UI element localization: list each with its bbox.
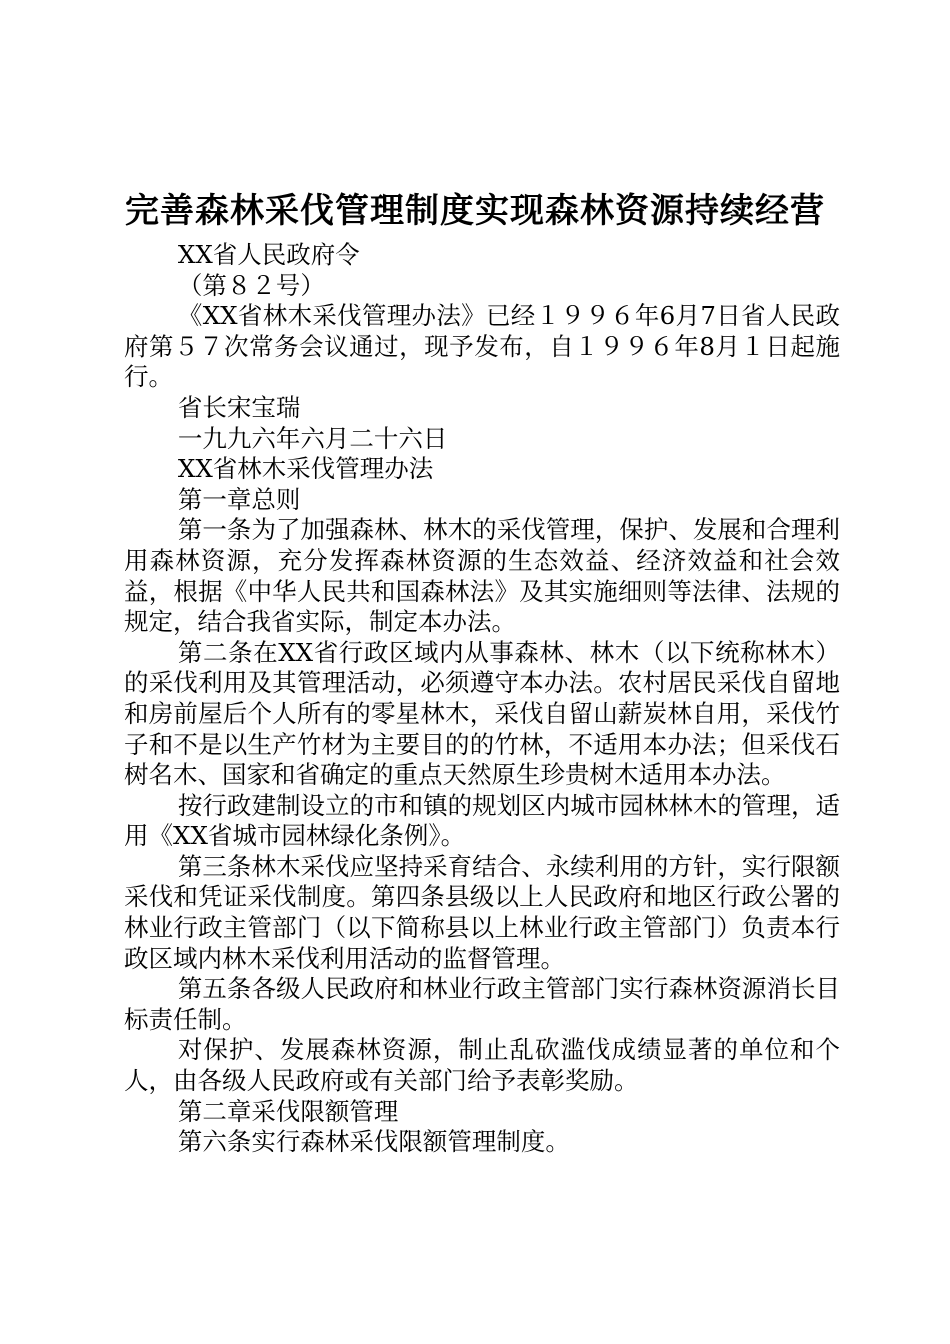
paragraph-article-5: 第五条各级人民政府和林业行政主管部门实行森林资源消长目标责任制。 — [124, 974, 840, 1034]
paragraph-article-6: 第六条实行森林采伐限额管理制度。 — [177, 1127, 570, 1157]
paragraph-urban-forest: 按行政建制设立的市和镇的规划区内城市园林林木的管理，适用《XX省城市园林绿化条例》。 — [124, 790, 840, 851]
paragraph-decree-number: （第８２号） — [177, 270, 325, 300]
paragraph-article-3-4: 第三条林木采伐应坚持采育结合、永续利用的方针，实行限额采伐和凭证采伐制度。第四条县级以上人民政府和地区行政公署的林业行政主管部门（以下简称县以上林业行政主管部门）负责本行政区域内林木采伐利用活动的监督管理。 — [124, 851, 840, 973]
paragraph-article-1: 第一条为了加强森林、林木的采伐管理，保护、发展和合理利用森林资源，充分发挥森林资源的生态效益、经济效益和社会效益，根据《中华人民共和国森林法》及其实施细则等法律、法规的规定，结合我省实际，制定本办法。 — [124, 515, 840, 637]
paragraph-regulation-title: XX省林木采伐管理办法 — [177, 454, 434, 484]
paragraph-signatory: 省长宋宝瑞 — [177, 392, 301, 422]
paragraph-decree-issuer: XX省人民政府令 — [177, 240, 360, 269]
paragraph-chapter-2: 第二章采伐限额管理 — [177, 1096, 399, 1126]
paragraph-date: 一九九六年六月二十六日 — [177, 423, 448, 453]
paragraph-promulgation: 《XX省林木采伐管理办法》已经１９９６年6月7日省人民政府第５７次常务会议通过，现予发布，自１９９６年8月１日起施行。 — [124, 301, 840, 392]
document-body — [124, 240, 840, 1158]
paragraph-commendation: 对保护、发展森林资源，制止乱砍滥伐成绩显著的单位和个人，由各级人民政府或有关部门给予表彰奖励。 — [124, 1035, 840, 1096]
paragraph-chapter-1: 第一章总则 — [177, 484, 301, 514]
paragraph-article-2: 第二条在XX省行政区域内从事森林、林木（以下统称林木）的采伐利用及其管理活动，必须遵守本办法。农村居民采伐自留地和房前屋后个人所有的零星林木，采伐自留山薪炭林自用，采伐竹子和不是以生产竹材为主要目的的竹林，不适用本办法；但采伐石树名木、国家和省确定的重点天然原生珍贵树木适用本办法。 — [124, 637, 840, 790]
document-title: 完善森林采伐管理制度实现森林资源持续经营 — [125, 191, 825, 231]
